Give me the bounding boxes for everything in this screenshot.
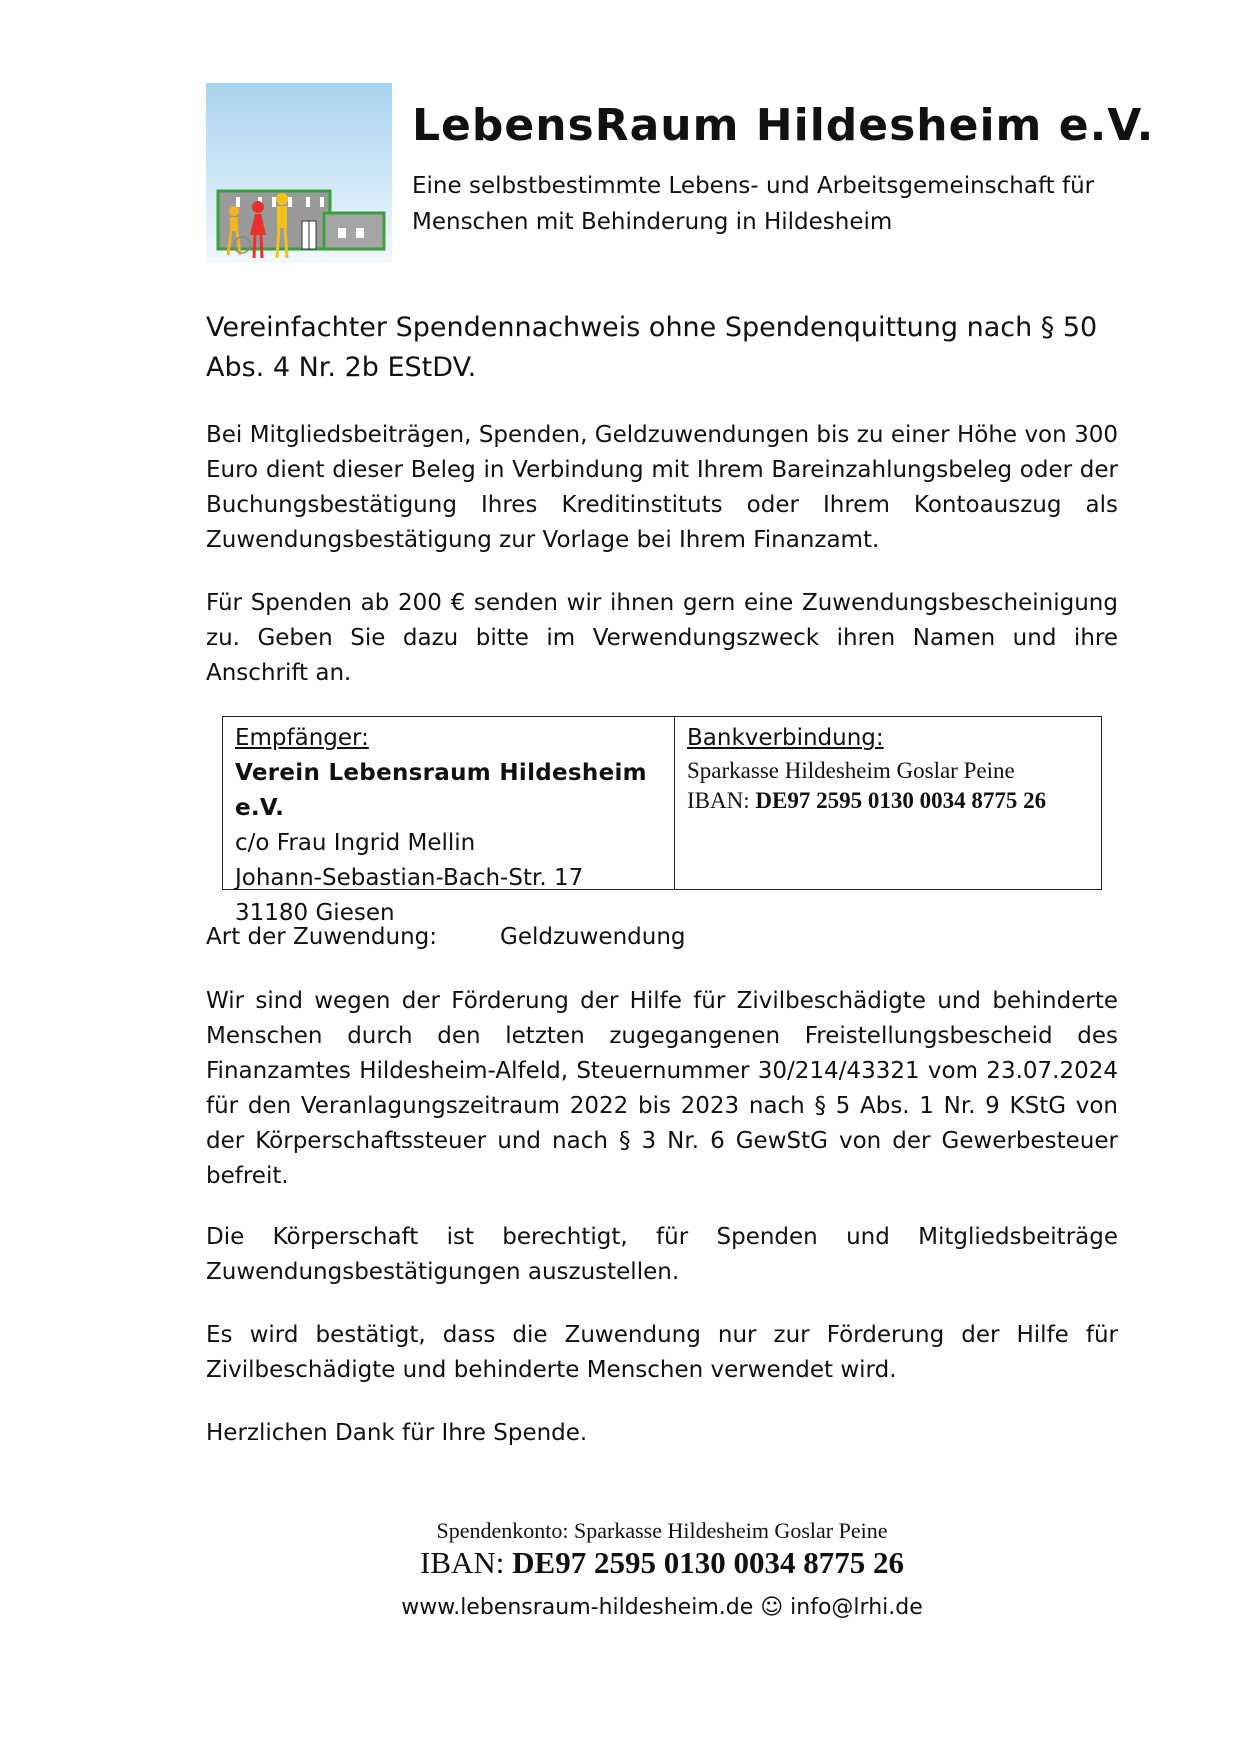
paragraph-legal-basis: Bei Mitgliedsbeiträgen, Spenden, Geldzuwendungen bis zu einer Höhe von 300 Euro dient dieser Beleg in Verbindung mit Ihrem Bareinzahlungsbeleg oder der Buchungsbestätigung Ihres Kreditinstituts oder Ihrem Kontoauszug als Zuwendungsbestätigung zur Vorlage bei Ihrem Finanzamt.: [206, 422, 1118, 553]
recipient-heading: Empfänger:: [235, 725, 369, 751]
paragraph-donation-certificate: Für Spenden ab 200 € senden wir ihnen gern eine Zuwendungsbescheinigung zu. Geben Sie dazu bitte im Verwendungszweck ihren Namen und ihre Anschrift an.: [206, 590, 1118, 686]
recipient-name: Verein Lebensraum Hildesheim e.V.: [235, 760, 647, 821]
organization-tagline: Eine selbstbestimmte Lebens- und Arbeitsgemeinschaft für Menschen mit Behinderung in Hildesheim: [412, 173, 1095, 235]
paragraph-tax-exemption: Wir sind wegen der Förderung der Hilfe für Zivilbeschädigte und behinderte Menschen durch den letzten zugegangenen Freistellungsbescheid des Finanzamtes Hildesheim-Alfeld, Steuernummer 30/214/43321 vom 23.07.2024 für den Veranlagungszeitraum 2022 bis 2023 nach § 5 Abs. 1 Nr. 9 KStG von der Körperschaftssteuer und nach § 3 Nr. 6 GewStG von der Gewerbesteuer befreit.: [206, 988, 1118, 1189]
bank-iban-value: DE97 2595 0130 0034 8775 26: [755, 788, 1047, 813]
footer-account: Spendenkonto: Sparkasse Hildesheim Goslar Peine: [436, 1518, 888, 1543]
bank-heading: Bankverbindung:: [687, 725, 884, 751]
donation-type-value: Geldzuwendung: [500, 924, 686, 950]
donation-type-row: [206, 920, 686, 955]
recipient-city: 31180 Giesen: [235, 900, 395, 926]
footer-iban-label: IBAN:: [420, 1545, 513, 1580]
donation-type-label: Art der Zuwendung:: [206, 924, 438, 950]
bank-iban-line: [687, 786, 1101, 816]
footer-contact: www.lebensraum-hildesheim.de ☺ info@lrhi.de: [401, 1595, 923, 1620]
recipient-cell: [223, 717, 675, 926]
recipient-street: Johann-Sebastian-Bach-Str. 17: [235, 865, 584, 891]
recipient-care-of: c/o Frau Ingrid Mellin: [235, 830, 476, 856]
paragraph-authorization: Die Körperschaft ist berechtigt, für Spenden und Mitgliedsbeiträge Zuwendungsbestätigungen auszustellen.: [206, 1224, 1118, 1285]
recipient-bank-table: [222, 716, 1102, 926]
building-with-people-logo-icon: [206, 83, 392, 263]
bank-iban-label: IBAN:: [687, 788, 756, 813]
organization-name: LebensRaum Hildesheim e.V.: [412, 100, 1155, 151]
footer-iban-line: [0, 1545, 1240, 1581]
bank-cell: [675, 717, 1101, 889]
bank-name: Sparkasse Hildesheim Goslar Peine: [687, 758, 1015, 783]
document-title: Vereinfachter Spendennachweis ohne Spendenquittung nach § 50 Abs. 4 Nr. 2b EStDV.: [206, 312, 1098, 383]
paragraph-thanks: Herzlichen Dank für Ihre Spende.: [206, 1420, 588, 1446]
paragraph-confirmation: Es wird bestätigt, dass die Zuwendung nur zur Förderung der Hilfe für Zivilbeschädigte und behinderte Menschen verwendet wird.: [206, 1322, 1118, 1383]
footer-iban-value: DE97 2595 0130 0034 8775 26: [512, 1545, 904, 1580]
